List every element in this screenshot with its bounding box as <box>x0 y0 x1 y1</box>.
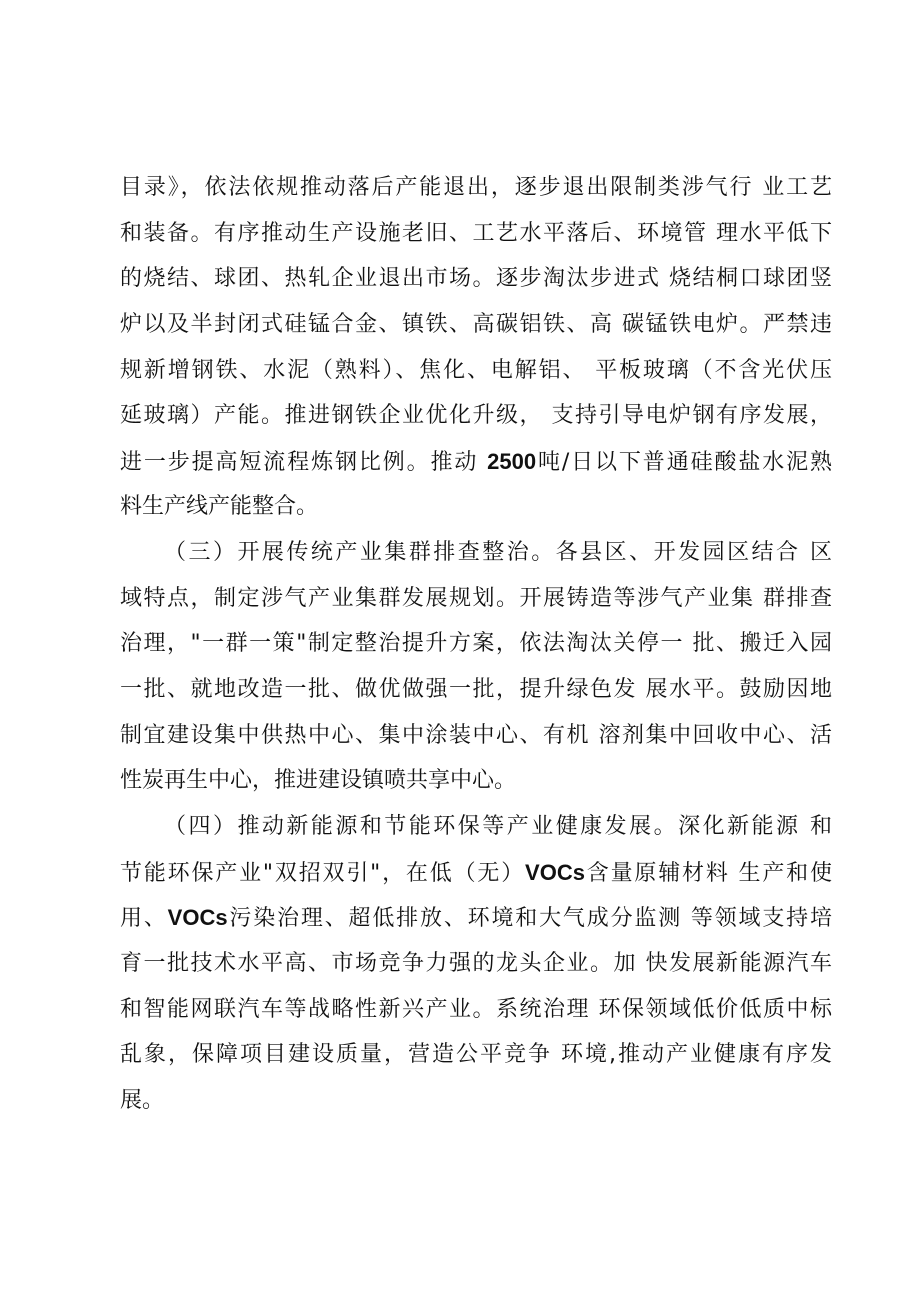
section-heading-line: （三）开展传统产业集群排查整治。各县区、开发园区结合 区 <box>164 540 832 566</box>
text-line <box>120 850 832 896</box>
text-segment: 吨/日以下普通硅酸盐水泥熟 <box>536 449 832 475</box>
text-line: 的烧结、球团、热轧企业退出市场。逐步淘汰步进式 烧结桐口球团竖 <box>120 266 832 292</box>
text-line: 炉以及半封闭式硅锰合金、镇铁、高碳铝铁、高 碳锰铁电炉。严禁违 <box>120 311 832 337</box>
text-line: 制宜建设集中供热中心、集中涂装中心、有机 溶剂集中回收中心、活 <box>120 722 832 748</box>
text-line: 展。 <box>120 1087 165 1113</box>
paragraph <box>120 804 832 1123</box>
text-line: 延玻璃）产能。推进钢铁企业优化升级， 支持引导电炉钢有序发展， <box>120 403 832 429</box>
text-line: 料生产线产能整合。 <box>120 494 319 520</box>
text-line: 目录》，依法依规推动落后产能退出，逐步退出限制类涉气行 业工艺 <box>120 175 832 200</box>
text-line: 和智能网联汽车等战略性新兴产业。系统治理 环保领域低价低质中标 <box>120 996 832 1022</box>
text-line: 一批、就地改造一批、做优做强一批，提升绿色发 展水平。鼓励因地 <box>120 677 832 703</box>
text-line: 和装备。有序推动生产设施老旧、工艺水平落后、环境管 理水平低下 <box>120 220 832 246</box>
text-line: 域特点，制定涉气产业集群发展规划。开展铸造等涉气产业集 群排查 <box>120 585 832 611</box>
text-line: 治理，"一群一策"制定整治提升方案，依法淘汰关停一 批、搬迁入园 <box>120 631 832 657</box>
document-body <box>120 165 832 1123</box>
text-segment: 污染治理、超低排放、环境和大气成分监测 等领域支持培 <box>227 906 832 932</box>
paragraph <box>120 165 832 530</box>
paragraph <box>120 530 832 804</box>
text-segment: 含量原辅材料 生产和使 <box>584 860 832 886</box>
text-line <box>120 439 832 485</box>
text-segment: 进一步提高短流程炼钢比例。推动 <box>120 449 488 475</box>
text-line <box>120 895 832 941</box>
text-segment: 节能环保产业"双招双引"，在低（无） <box>120 860 526 886</box>
section-heading-line: （四）推动新能源和节能环保等产业健康发展。深化新能源 和 <box>164 813 832 839</box>
text-line: 乱象，保障项目建设质量，营造公平竞争 环境,推动产业健康有序发 <box>120 1042 832 1068</box>
bold-number: 2500 <box>487 448 537 474</box>
bold-term: VOCs <box>167 905 228 931</box>
text-line: 性炭再生中心，推进建设镇喷共享中心。 <box>120 768 517 794</box>
text-line: 规新增钢铁、水泥（熟料）、焦化、电解铝、 平板玻璃（不含光伏压 <box>120 357 832 383</box>
text-segment: 用、 <box>120 906 168 932</box>
text-line: 育一批技术水平高、市场竞争力强的龙头企业。加 快发展新能源汽车 <box>120 950 832 976</box>
bold-term: VOCs <box>525 859 585 885</box>
